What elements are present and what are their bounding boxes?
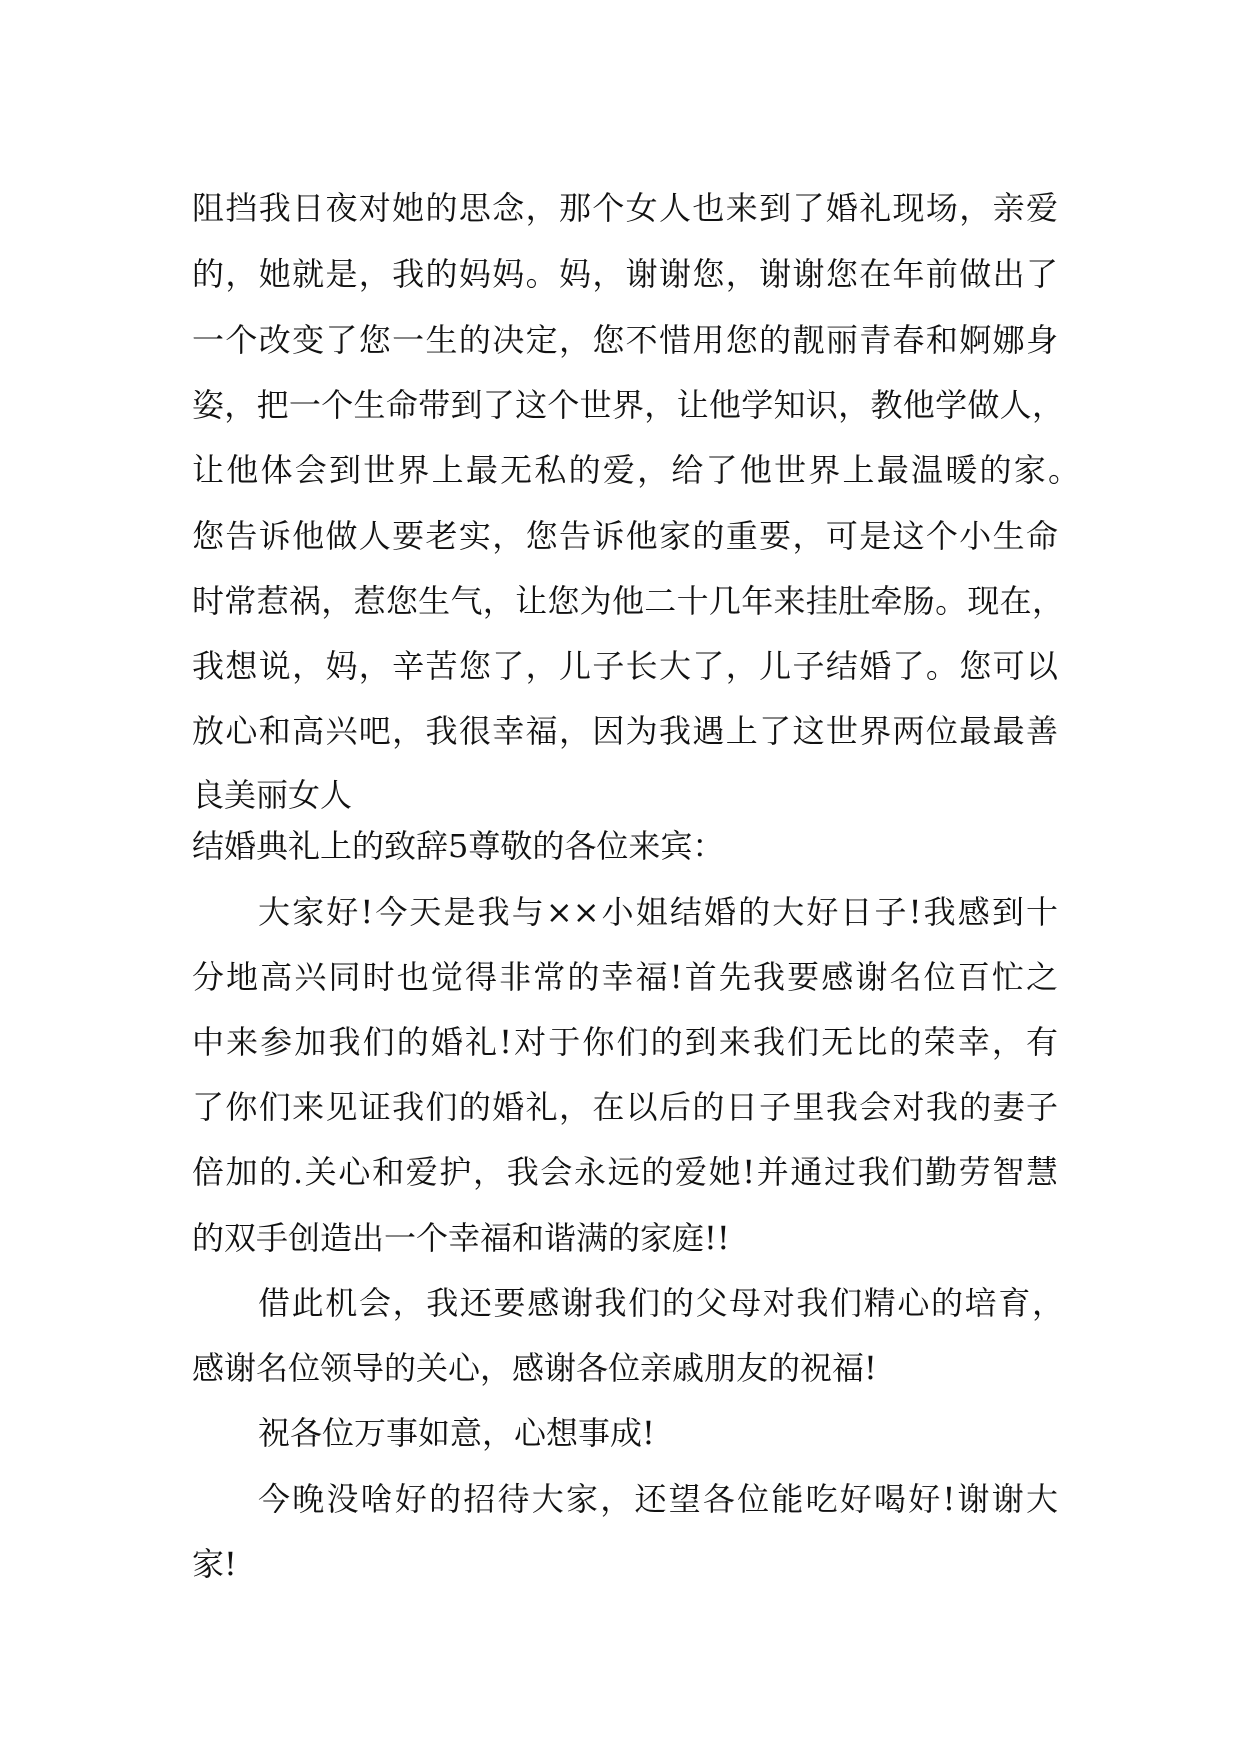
text-line: 放心和高兴吧，我很幸福，因为我遇上了这世界两位最最善 bbox=[192, 712, 1058, 750]
text-line: 借此机会，我还要感谢我们的父母对我们精心的培育， bbox=[258, 1284, 1064, 1322]
text-line: 倍加的.关心和爱护，我会永远的爱她!并通过我们勤劳智慧 bbox=[192, 1153, 1058, 1191]
text-line: 一个改变了您一生的决定，您不惜用您的靓丽青春和婀娜身 bbox=[192, 321, 1058, 359]
text-line: 您告诉他做人要老实，您告诉他家的重要，可是这个小生命 bbox=[192, 517, 1058, 555]
text-line: 祝各位万事如意，心想事成! bbox=[258, 1414, 655, 1452]
text-line: 大家好!今天是我与××小姐结婚的大好日子!我感到十 bbox=[258, 893, 1058, 931]
text-line: 时常惹祸，惹您生气，让您为他二十几年来挂肚牵肠。现在， bbox=[192, 582, 1064, 620]
text-line: 分地高兴同时也觉得非常的幸福!首先我要感谢名位百忙之 bbox=[192, 958, 1058, 996]
text-line: 良美丽女人 bbox=[192, 776, 353, 814]
text-line: 的，她就是，我的妈妈。妈，谢谢您，谢谢您在年前做出了 bbox=[192, 255, 1058, 293]
text-line: 中来参加我们的婚礼!对于你们的到来我们无比的荣幸，有 bbox=[192, 1023, 1058, 1061]
text-line: 今晚没啥好的招待大家，还望各位能吃好喝好!谢谢大 bbox=[258, 1480, 1058, 1518]
text-line: 家! bbox=[192, 1545, 237, 1583]
text-line: 阻挡我日夜对她的思念，那个女人也来到了婚礼现场，亲爱 bbox=[192, 189, 1058, 227]
section-title-line: 结婚典礼上的致辞5尊敬的各位来宾： bbox=[192, 827, 725, 865]
text-line: 让他体会到世界上最无私的爱，给了他世界上最温暖的家。 bbox=[192, 451, 1080, 489]
text-line: 了你们来见证我们的婚礼，在以后的日子里我会对我的妻子 bbox=[192, 1088, 1058, 1126]
text-line: 的双手创造出一个幸福和谐满的家庭!! bbox=[192, 1219, 730, 1257]
text-line: 我想说，妈，辛苦您了，儿子长大了，儿子结婚了。您可以 bbox=[192, 647, 1058, 685]
text-line: 姿，把一个生命带到了这个世界，让他学知识，教他学做人， bbox=[192, 386, 1064, 424]
text-line: 感谢名位领导的关心，感谢各位亲戚朋友的祝福! bbox=[192, 1349, 877, 1387]
